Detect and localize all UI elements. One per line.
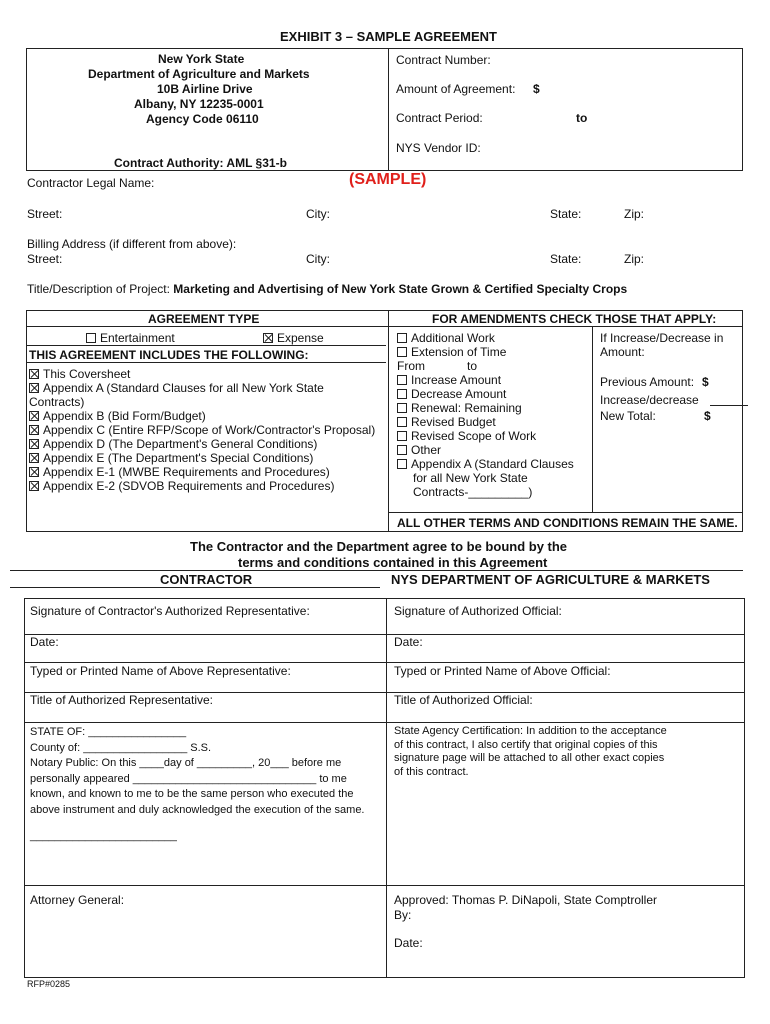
- include-item[interactable]: [29, 451, 313, 465]
- exhibit-title: EXHIBIT 3 – SAMPLE AGREEMENT: [280, 29, 497, 44]
- notary-state: STATE OF: ________________: [30, 726, 187, 738]
- include-item[interactable]: [29, 381, 324, 395]
- contractor-title-field[interactable]: Title of Authorized Representative:: [30, 693, 213, 707]
- contract-number-label: Contract Number:: [396, 53, 491, 67]
- official-title-field[interactable]: Title of Authorized Official:: [394, 693, 533, 707]
- comptroller-by-field[interactable]: By:: [394, 908, 412, 922]
- official-date-field[interactable]: Date:: [394, 635, 423, 649]
- previous-amount-dollar: $: [702, 375, 709, 389]
- include-item[interactable]: [29, 437, 317, 451]
- expense-option[interactable]: [263, 331, 324, 345]
- previous-amount-label: Previous Amount:: [600, 375, 695, 389]
- all-other-terms: ALL OTHER TERMS AND CONDITIONS REMAIN THE SAME.: [397, 516, 738, 530]
- include-checkbox[interactable]: [29, 383, 39, 393]
- include-checkbox[interactable]: [29, 369, 39, 379]
- amend-increase[interactable]: Increase Amount: [397, 373, 501, 387]
- contractor-heading: CONTRACTOR: [160, 572, 253, 587]
- amend-checkbox[interactable]: [397, 445, 407, 455]
- include-checkbox[interactable]: [29, 453, 39, 463]
- if-increase-line1: If Increase/Decrease in: [600, 331, 724, 345]
- amend-checkbox[interactable]: [397, 375, 407, 385]
- include-label: Appendix B (Bid Form/Budget): [43, 409, 206, 423]
- entertainment-checkbox[interactable]: [86, 333, 96, 343]
- agency-code: Agency Code 06110: [146, 112, 259, 126]
- notary-appeared: personally appeared ______________________________ to me: [30, 772, 347, 785]
- contractor-signature-field[interactable]: Signature of Contractor's Authorized Representative:: [30, 604, 310, 618]
- amend-decrease[interactable]: Decrease Amount: [397, 387, 506, 401]
- amend-from: From: [397, 359, 425, 373]
- zip-label: Zip:: [624, 207, 645, 221]
- new-total-dollar: $: [704, 409, 711, 423]
- amend-appendix-a[interactable]: Appendix A (Standard Clauses: [397, 457, 574, 471]
- if-increase-line2: Amount:: [600, 345, 645, 359]
- amend-checkbox[interactable]: [397, 333, 407, 343]
- contract-period-to: to: [576, 111, 588, 125]
- amend-checkbox[interactable]: [397, 417, 407, 427]
- include-item[interactable]: [29, 409, 206, 423]
- includes-header: THIS AGREEMENT INCLUDES THE FOLLOWING:: [29, 348, 309, 362]
- include-item[interactable]: [29, 479, 334, 493]
- notary-acknowledged: above instrument and duly acknowledged the execution of the same.: [30, 803, 365, 816]
- amend-checkbox[interactable]: [397, 389, 407, 399]
- amend-appendix-a-line2: for all New York State: [413, 471, 528, 485]
- notary-county: County of: _________________ S.S.: [30, 741, 212, 754]
- contractor-printed-name-field[interactable]: Typed or Printed Name of Above Representative:: [30, 664, 291, 678]
- notary-block: [30, 725, 365, 818]
- amend-checkbox[interactable]: [397, 347, 407, 357]
- amend-revised-budget[interactable]: Revised Budget: [397, 415, 496, 429]
- expense-checkbox[interactable]: [263, 333, 273, 343]
- official-signature-field[interactable]: Signature of Authorized Official:: [394, 604, 562, 618]
- amendments-header: FOR AMENDMENTS CHECK THOSE THAT APPLY:: [432, 312, 717, 326]
- agency-name-line2: Department of Agriculture and Markets: [88, 67, 310, 81]
- include-label: Appendix E (The Department's Special Conditions): [43, 451, 314, 465]
- agency-city: Albany, NY 12235-0001: [134, 97, 264, 111]
- entertainment-option[interactable]: [86, 331, 175, 345]
- agency-address: 10B Airline Drive: [157, 82, 253, 96]
- amend-checkbox[interactable]: [397, 431, 407, 441]
- vendor-id-label: NYS Vendor ID:: [396, 141, 481, 155]
- amend-checkbox[interactable]: [397, 459, 407, 469]
- include-label: Appendix C (Entire RFP/Scope of Work/Contractor's Proposal): [43, 423, 376, 437]
- billing-street-label: Street:: [27, 252, 63, 266]
- rfp-code: RFP#0285: [27, 979, 71, 989]
- notary-public: Notary Public: On this ____day of _________, 20___ before me: [30, 757, 342, 769]
- city-label: City:: [306, 207, 330, 221]
- bound-statement-line1: The Contractor and the Department agree to be bound by the: [190, 539, 568, 554]
- increase-decrease-label: Increase/decrease: [600, 393, 699, 407]
- amend-from-to: to: [467, 359, 478, 373]
- amount-label: Amount of Agreement:: [396, 82, 516, 96]
- contract-authority: Contract Authority: AML §31-b: [114, 156, 287, 170]
- notary-signature-line[interactable]: ________________________: [30, 830, 177, 842]
- include-label: Appendix A (Standard Clauses for all New York State: [43, 381, 324, 395]
- billing-state-label: State:: [550, 252, 582, 266]
- contractor-legal-name-label: Contractor Legal Name:: [27, 176, 155, 190]
- agreement-type-header: AGREEMENT TYPE: [148, 312, 260, 326]
- attorney-general-field[interactable]: Attorney General:: [30, 893, 125, 907]
- billing-address-label: Billing Address (if different from above):: [27, 237, 237, 251]
- entertainment-label: Entertainment: [100, 331, 175, 345]
- include-item[interactable]: [29, 465, 330, 479]
- include-checkbox[interactable]: [29, 481, 39, 491]
- include-label: Appendix E-2 (SDVOB Requirements and Procedures): [43, 479, 335, 493]
- street-label: Street:: [27, 207, 63, 221]
- amend-additional-work[interactable]: Additional Work: [397, 331, 495, 345]
- include-item[interactable]: [29, 367, 130, 381]
- amend-revised-scope[interactable]: Revised Scope of Work: [397, 429, 536, 443]
- amend-other[interactable]: Other: [397, 443, 441, 457]
- agency-name-line1: New York State: [158, 52, 245, 66]
- official-printed-name-field[interactable]: Typed or Printed Name of Above Official:: [394, 664, 611, 678]
- include-label: Appendix D (The Department's General Conditions): [43, 437, 318, 451]
- amend-appendix-a-line3: Contracts-_________): [413, 485, 533, 499]
- include-checkbox[interactable]: [29, 439, 39, 449]
- amend-renewal[interactable]: Renewal: Remaining: [397, 401, 522, 415]
- department-heading: NYS DEPARTMENT OF AGRICULTURE & MARKETS: [391, 572, 710, 587]
- amend-checkbox[interactable]: [397, 403, 407, 413]
- include-label: Appendix E-1 (MWBE Requirements and Procedures): [43, 465, 330, 479]
- new-total-label: New Total:: [600, 409, 656, 423]
- include-item-continued: Contracts): [29, 395, 85, 409]
- sample-stamp: (SAMPLE): [349, 171, 427, 188]
- project-title: [27, 282, 627, 296]
- billing-zip-label: Zip:: [624, 252, 645, 266]
- comptroller-date-field[interactable]: Date:: [394, 936, 423, 950]
- include-checkbox[interactable]: [29, 425, 39, 435]
- project-title-label: Title/Description of Project:: [27, 282, 170, 296]
- state-agency-certification: State Agency Certification: In addition to the acceptance of this contract, I also certify that original copies of this signature page will be attached to all other exact copies of this contract.: [394, 725, 667, 778]
- billing-city-label: City:: [306, 252, 330, 266]
- expense-label: Expense: [277, 331, 324, 345]
- state-label: State:: [550, 207, 582, 221]
- project-title-value: Marketing and Advertising of New York State Grown & Certified Specialty Crops: [173, 282, 628, 296]
- include-label: This Coversheet: [43, 367, 131, 381]
- notary-known: known, and known to me to be the same person who executed the: [30, 788, 354, 800]
- include-item[interactable]: [29, 423, 375, 437]
- include-checkbox[interactable]: [29, 467, 39, 477]
- amend-extension[interactable]: Extension of Time: [397, 345, 506, 359]
- bound-statement-line2: terms and conditions contained in this Agreement: [238, 555, 548, 570]
- amount-dollar: $: [533, 82, 540, 96]
- contract-period-label: Contract Period:: [396, 111, 483, 125]
- comptroller-approval: Approved: Thomas P. DiNapoli, State Comptroller: [394, 893, 658, 907]
- contractor-date-field[interactable]: Date:: [30, 635, 59, 649]
- include-checkbox[interactable]: [29, 411, 39, 421]
